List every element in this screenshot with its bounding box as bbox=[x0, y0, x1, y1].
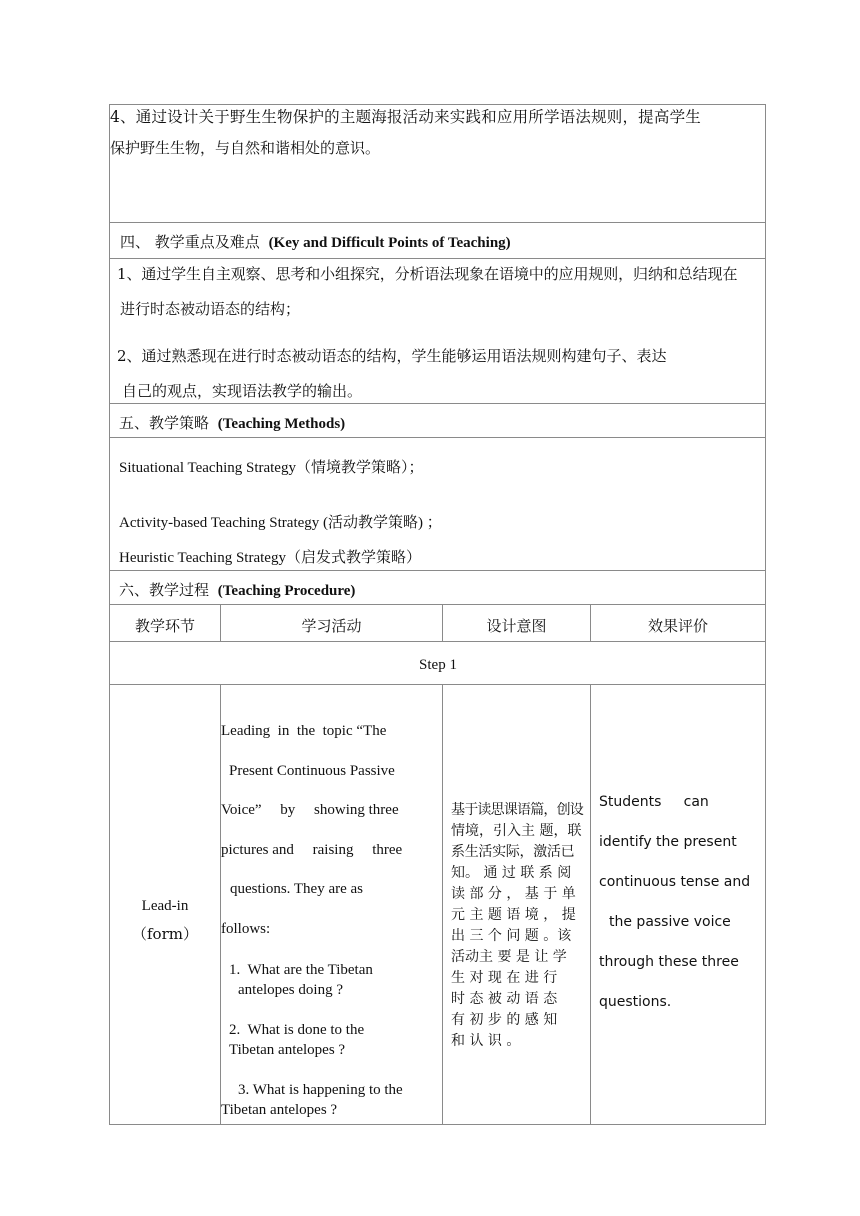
section5-heading-cn: 五、教学策略 bbox=[119, 414, 210, 432]
strategy-heuristic: Heuristic Teaching Strategy（启发式教学策略） bbox=[119, 550, 421, 566]
activity-line-3: Voice” by showing three bbox=[221, 802, 399, 818]
rule-after-column-header bbox=[109, 641, 766, 642]
activity-line-5: questions. They are as bbox=[230, 881, 364, 897]
evaluation-line-1: Students can bbox=[599, 794, 709, 810]
evaluation-line-2: identify the present bbox=[599, 834, 737, 850]
rule-after-section5-heading bbox=[109, 437, 766, 438]
col-divider-3-body bbox=[590, 684, 591, 1124]
evaluation-line-3: continuous tense and bbox=[599, 874, 751, 890]
column-header-stage: 教学环节 bbox=[134, 617, 195, 635]
section4-item2-line1: 2、通过熟悉现在进行时态被动语态的结构，学生能够运用语法规则构建句子、表达 bbox=[117, 347, 667, 365]
intent-line-11: 有 初 步 的 感 知 bbox=[451, 1012, 558, 1028]
step-label: Step 1 bbox=[419, 657, 457, 673]
rule-bottom bbox=[109, 1124, 766, 1125]
intent-line-8: 活动主 要 是 让 学 bbox=[451, 949, 567, 965]
question-1-line2: antelopes doing ? bbox=[238, 982, 343, 998]
strategy-situational: Situational Teaching Strategy（情境教学策略）； bbox=[119, 460, 424, 476]
section5-heading bbox=[119, 413, 345, 434]
activity-line-2: Present Continuous Passive bbox=[229, 763, 395, 779]
column-header-activity: 学习活动 bbox=[301, 617, 362, 635]
section6-heading-en: (Teaching Procedure) bbox=[217, 583, 356, 599]
section4-item1-line1: 1、通过学生自主观察、思考和小组探究，分析语法现象在语境中的应用规则，归纳和总结现在 bbox=[117, 265, 738, 283]
question-2-line1: 2. What is done to the bbox=[229, 1022, 365, 1038]
activity-line-6: follows: bbox=[221, 921, 271, 937]
intent-line-1: 基于读思课语篇，创设 bbox=[451, 802, 583, 818]
question-3-line1: 3. What is happening to the bbox=[238, 1082, 403, 1098]
intent-line-12: 和 认 识 。 bbox=[451, 1033, 521, 1049]
section4-heading-cn: 四、 教学重点及难点 bbox=[120, 233, 260, 251]
intent-line-10: 时 态 被 动 语 态 bbox=[451, 991, 558, 1007]
stage-name: Lead-in bbox=[141, 898, 189, 914]
section4-item1-line2: 进行时态被动语态的结构； bbox=[120, 300, 301, 318]
activity-line-4: pictures and raising three bbox=[221, 842, 403, 858]
activity-line-1: Leading in the topic “The bbox=[221, 723, 387, 739]
section5-heading-en: (Teaching Methods) bbox=[217, 416, 346, 432]
col-divider-1-body bbox=[220, 684, 221, 1124]
question-1-line1: 1. What are the Tibetan bbox=[229, 962, 373, 978]
objective-4-line2: 保护野生生物，与自然和谐相处的意识。 bbox=[110, 139, 381, 157]
stage-form: （form） bbox=[132, 925, 198, 943]
intent-line-7: 出 三 个 问 题 。该 bbox=[451, 928, 572, 944]
question-2-line2: Tibetan antelopes ? bbox=[229, 1042, 346, 1058]
rule-after-section6-heading bbox=[109, 604, 766, 605]
objective-4-line1: 4、通过设计关于野生生物保护的主题海报活动来实践和应用所学语法规则，提高学生 bbox=[110, 108, 701, 126]
rule-after-section4-heading bbox=[109, 258, 766, 259]
rule-before-section5 bbox=[109, 403, 766, 404]
intent-line-9: 生 对 现 在 进 行 bbox=[451, 970, 558, 986]
rule-after-step bbox=[109, 684, 766, 685]
column-header-evaluation: 效果评价 bbox=[647, 617, 708, 635]
section4-heading-en: (Key and Difficult Points of Teaching) bbox=[268, 235, 511, 251]
section6-heading-cn: 六、教学过程 bbox=[119, 581, 210, 599]
intent-line-3: 系生活实际，激活已 bbox=[451, 844, 575, 860]
section6-heading bbox=[119, 580, 355, 601]
rule-before-section4 bbox=[109, 222, 766, 223]
col-divider-2-body bbox=[442, 684, 443, 1124]
intent-line-4: 知。 通 过 联 系 阅 bbox=[451, 865, 572, 881]
evaluation-line-6: questions. bbox=[599, 994, 672, 1010]
evaluation-line-5: through these three bbox=[599, 954, 739, 970]
section4-item2-line2: 自己的观点，实现语法教学的输出。 bbox=[122, 382, 363, 400]
intent-line-2: 情境，引入主 题，联 bbox=[451, 823, 582, 839]
section4-heading bbox=[120, 232, 511, 253]
intent-line-6: 元 主 题 语 境 ， 提 bbox=[451, 907, 576, 923]
rule-before-section6 bbox=[109, 570, 766, 571]
rule-top bbox=[109, 104, 766, 105]
evaluation-line-4: the passive voice bbox=[609, 914, 731, 930]
intent-line-5: 读 部 分 ， 基 于 单 bbox=[451, 886, 576, 902]
column-header-intent: 设计意图 bbox=[486, 617, 547, 635]
strategy-activity-based: Activity-based Teaching Strategy (活动教学策略) ； bbox=[119, 515, 442, 531]
question-3-line2: Tibetan antelopes ? bbox=[221, 1102, 338, 1118]
